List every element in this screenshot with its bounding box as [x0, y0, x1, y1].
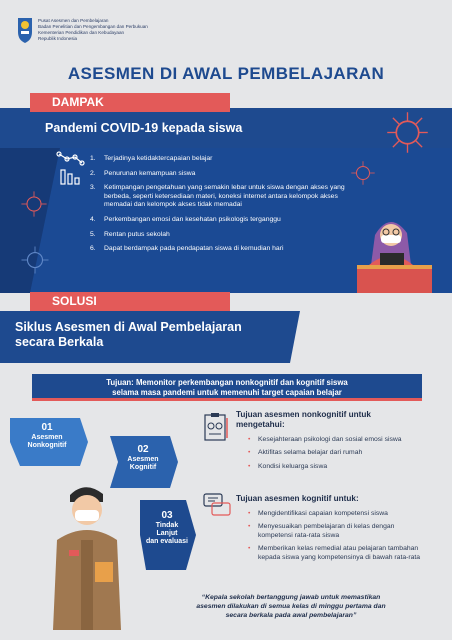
nonkognitif-title-line: mengetahui: — [236, 420, 285, 429]
step-label: Nonkognitif — [27, 442, 67, 449]
virus-icon — [385, 110, 430, 155]
list-text: Rentan putus sekolah — [104, 230, 170, 238]
list-item: • Aktifitas selama belajar dari rumah — [248, 449, 363, 457]
solusi-label: SOLUSI — [30, 292, 230, 311]
list-item: • Kesejahteraan psikologi dan sosial emosi siswa — [248, 436, 402, 443]
teacher-mask-illustration — [45, 480, 135, 630]
list-item: • Menyesuaikan pembelajaran di kelas dengan kompetensi rata-rata siswa — [248, 523, 426, 540]
list-item — [90, 216, 360, 225]
ministry-logo-icon — [16, 16, 34, 44]
step-03 — [144, 510, 190, 546]
quote-line: “Kepala sekolah bertanggung jawab untuk memastikan — [201, 594, 381, 601]
chart-down-icon — [55, 150, 85, 186]
list-number: 3. — [90, 184, 96, 192]
list-number: 1. — [90, 155, 96, 162]
kognitif-title: Tujuan asesmen kognitif untuk: — [236, 494, 359, 503]
virus-icon — [20, 190, 48, 218]
list-text: Kondisi keluarga siswa — [258, 462, 328, 470]
goal-banner — [32, 374, 422, 401]
solusi-heading-line: secara Berkala — [15, 335, 104, 349]
step-label: Asesmen — [31, 434, 63, 441]
page-title: ASESMEN DI AWAL PEMBELAJARAN — [67, 64, 385, 83]
step-number: 01 — [41, 422, 53, 433]
goal-line: selama masa pandemi untuk memenuhi target capaian belajar — [112, 388, 342, 397]
list-item — [90, 245, 360, 254]
step-02 — [118, 444, 168, 472]
list-text: Mengidentifikasi capaian kompetensi siswa — [258, 510, 388, 517]
dampak-label: DAMPAK — [30, 93, 230, 112]
dampak-list — [90, 155, 360, 260]
solusi-heading-line: Siklus Asesmen di Awal Pembelajaran — [15, 320, 242, 334]
virus-icon — [20, 245, 50, 275]
list-item — [90, 184, 360, 210]
clipboard-icon — [203, 412, 229, 442]
solusi-heading — [15, 320, 242, 350]
list-number: 2. — [90, 169, 96, 177]
step-label: Tindak — [155, 522, 179, 529]
step-label: dan evaluasi — [145, 538, 189, 545]
list-item: • Kondisi keluarga siswa — [248, 462, 328, 470]
list-text: Terjadinya ketidaktercapaian belajar — [104, 155, 213, 162]
list-item — [90, 231, 360, 240]
header-line: Republik Indonesia — [38, 36, 78, 41]
list-item — [90, 155, 360, 164]
list-text: Aktifitas selama belajar dari rumah — [258, 449, 363, 457]
step-01 — [18, 422, 76, 450]
list-number: 6. — [90, 245, 96, 253]
nonkognitif-title — [236, 410, 426, 430]
dampak-heading: Pandemi COVID-19 kepada siswa — [45, 121, 243, 135]
list-text: Menyesuaikan pembelajaran di kelas dengan kompetensi rata-rata siswa — [258, 523, 395, 539]
list-number: 4. — [90, 215, 96, 223]
nonkognitif-title-line: Tujuan asesmen nonkognitif untuk — [236, 410, 371, 419]
chat-icon — [203, 493, 231, 519]
list-text: Ketimpangan pengetahuan yang semakin lebar untuk siswa dengan akses yang berbeda, seperti ketersediaan materi, koneksi internet antara kelompok akses memadai dan kelompok akses tidak memadai — [104, 184, 345, 209]
list-number: 5. — [90, 230, 96, 238]
step-label: Kognitif — [129, 464, 157, 471]
list-text: Kesejahteraan psikologi dan sosial emosi siswa — [258, 436, 402, 443]
step-number: 03 — [161, 510, 173, 521]
list-text: Memberikan kelas remedial atau pelajaran tambahan kepada siswa yang kompetensinya di bawah rata-rata — [258, 545, 421, 561]
header-line: Badan Penelitian dan Pengembangan dan Perbukuan — [38, 24, 148, 29]
institution-header — [38, 18, 238, 42]
list-text: Penurunan kemampuan siswa — [104, 169, 196, 177]
quote-line: secara berkala pada awal pembelajaran” — [225, 612, 357, 619]
closing-quote — [156, 593, 426, 620]
step-label: Asesmen — [127, 456, 159, 463]
kognitif-list — [248, 510, 426, 567]
list-item — [90, 170, 360, 179]
goal-line: Tujuan: Memonitor perkembangan nonkognitif dan kognitif siswa — [106, 378, 348, 387]
list-text: Perkembangan emosi dan kesehatan psikologis terganggu — [104, 215, 281, 223]
step-number: 02 — [137, 444, 149, 455]
step-label: Lanjut — [156, 530, 178, 537]
header-line: Pusat Asesmen dan Pembelajaran — [38, 18, 109, 23]
quote-line: asesmen dilakukan di semua kelas di minggu pertama dan — [196, 603, 386, 610]
list-text: Dapat berdampak pada pendapatan siswa di kemudian hari — [104, 245, 284, 253]
nonkognitif-list — [248, 436, 426, 476]
header-line: Kementerian Pendidikan dan Kebudayaan — [38, 30, 125, 35]
list-item: • Memberikan kelas remedial atau pelajaran tambahan kepada siswa yang kompetensinya di bawah rata-rata — [248, 545, 426, 562]
list-item: • Mengidentifikasi capaian kompetensi siswa — [248, 510, 388, 517]
student-mask-illustration — [345, 205, 440, 295]
